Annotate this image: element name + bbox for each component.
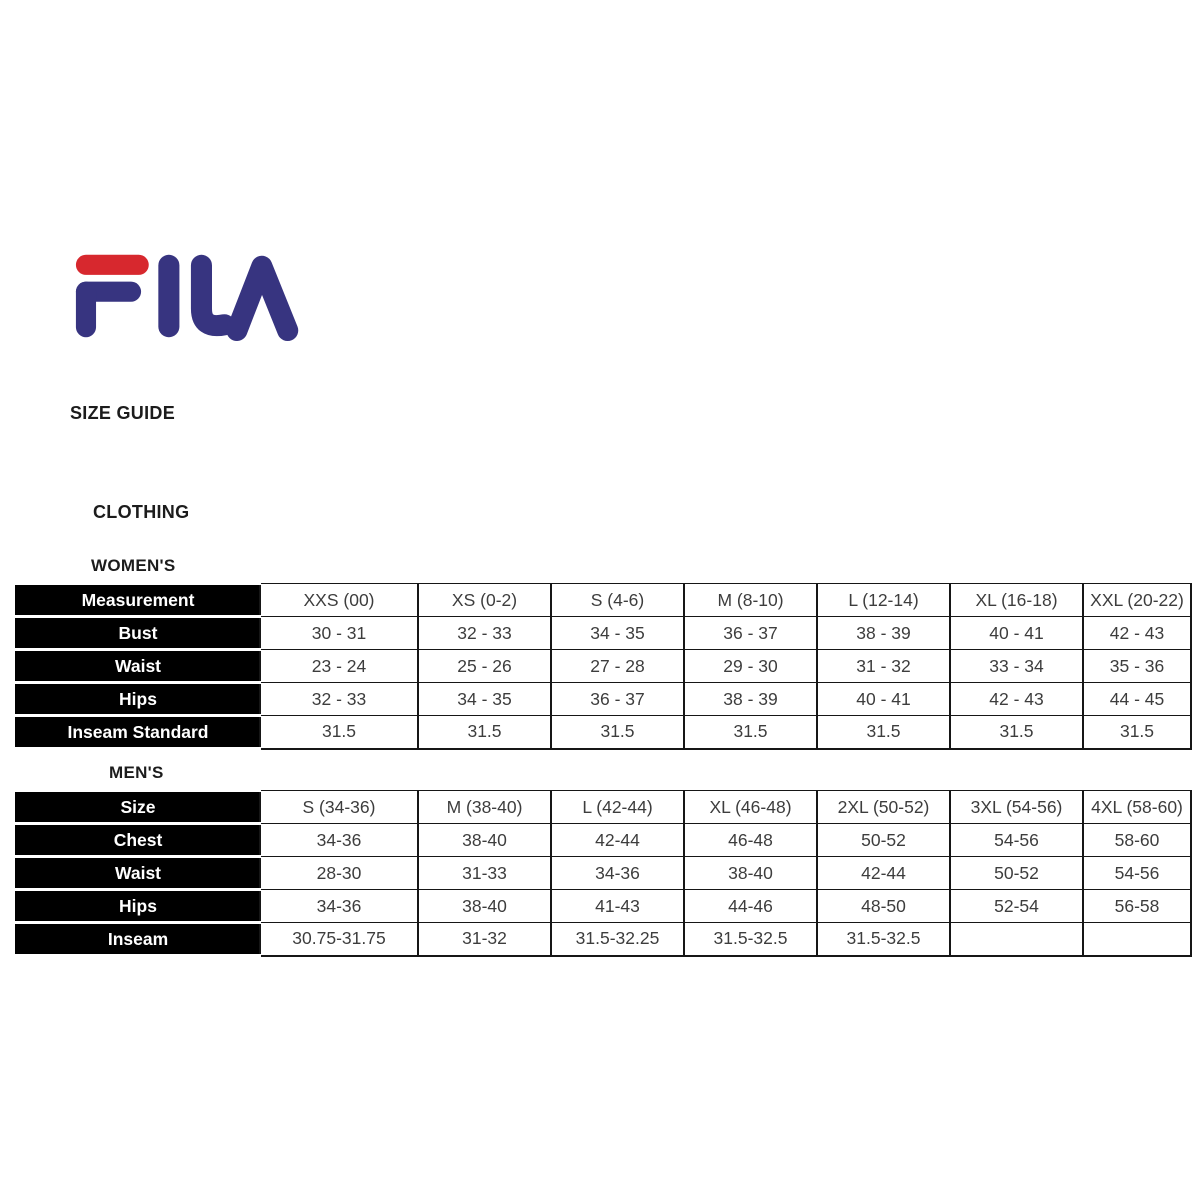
table-header-row	[16, 584, 1191, 617]
column-header-cell: 4XL (58-60)	[1083, 791, 1191, 824]
value-cell: 58-60	[1083, 824, 1191, 857]
value-cell: 54-56	[950, 824, 1083, 857]
table-corner-label: Size	[16, 791, 260, 824]
fila-l	[201, 265, 224, 325]
value-cell: 31.5	[817, 716, 950, 749]
table-header-row	[16, 791, 1191, 824]
value-cell: 34-36	[551, 857, 684, 890]
row-label: Waist	[16, 650, 260, 683]
column-header-cell: 2XL (50-52)	[817, 791, 950, 824]
table-row	[16, 857, 1191, 890]
value-cell	[950, 923, 1083, 956]
value-cell: 31.5	[551, 716, 684, 749]
value-cell: 25 - 26	[418, 650, 551, 683]
value-cell: 30.75-31.75	[260, 923, 418, 956]
column-header-cell: XL (46-48)	[684, 791, 817, 824]
value-cell: 27 - 28	[551, 650, 684, 683]
value-cell: 34 - 35	[551, 617, 684, 650]
mens-section-heading: MEN'S	[109, 763, 164, 782]
row-label: Bust	[16, 617, 260, 650]
value-cell: 31.5	[684, 716, 817, 749]
value-cell: 38 - 39	[817, 617, 950, 650]
page-title: SIZE GUIDE	[70, 403, 176, 423]
row-label: Waist	[16, 857, 260, 890]
value-cell: 52-54	[950, 890, 1083, 923]
value-cell: 34-36	[260, 890, 418, 923]
fila-a	[237, 266, 288, 330]
fila-logo	[70, 250, 308, 342]
value-cell: 38-40	[684, 857, 817, 890]
value-cell: 32 - 33	[260, 683, 418, 716]
value-cell: 42 - 43	[1083, 617, 1191, 650]
value-cell: 44 - 45	[1083, 683, 1191, 716]
row-label: Inseam	[16, 923, 260, 956]
value-cell: 31.5	[1083, 716, 1191, 749]
column-header-cell: S (34-36)	[260, 791, 418, 824]
value-cell: 42-44	[551, 824, 684, 857]
column-header-cell: M (8-10)	[684, 584, 817, 617]
value-cell: 31.5	[260, 716, 418, 749]
mens-size-table	[15, 789, 1192, 957]
value-cell: 40 - 41	[950, 617, 1083, 650]
column-header-cell: L (12-14)	[817, 584, 950, 617]
value-cell: 54-56	[1083, 857, 1191, 890]
value-cell: 33 - 34	[950, 650, 1083, 683]
row-label: Chest	[16, 824, 260, 857]
value-cell: 42-44	[817, 857, 950, 890]
section-heading-clothing: CLOTHING	[93, 502, 190, 522]
column-header-cell: XXL (20-22)	[1083, 584, 1191, 617]
value-cell: 31.5-32.5	[817, 923, 950, 956]
value-cell: 31.5-32.25	[551, 923, 684, 956]
table-row	[16, 923, 1191, 956]
value-cell: 29 - 30	[684, 650, 817, 683]
value-cell: 46-48	[684, 824, 817, 857]
value-cell: 36 - 37	[684, 617, 817, 650]
column-header-cell: XL (16-18)	[950, 584, 1083, 617]
womens-section-heading: WOMEN'S	[91, 556, 176, 575]
value-cell: 31.5-32.5	[684, 923, 817, 956]
table-row	[16, 683, 1191, 716]
value-cell: 40 - 41	[817, 683, 950, 716]
column-header-cell: XS (0-2)	[418, 584, 551, 617]
value-cell: 34 - 35	[418, 683, 551, 716]
value-cell: 28-30	[260, 857, 418, 890]
table-row	[16, 617, 1191, 650]
value-cell: 31.5	[418, 716, 551, 749]
column-header-cell: L (42-44)	[551, 791, 684, 824]
fila-i	[158, 255, 179, 337]
table-row	[16, 824, 1191, 857]
table-row	[16, 716, 1191, 749]
row-label: Hips	[16, 890, 260, 923]
value-cell: 31.5	[950, 716, 1083, 749]
fila-f-red-bar	[76, 255, 149, 275]
value-cell: 36 - 37	[551, 683, 684, 716]
value-cell: 44-46	[684, 890, 817, 923]
value-cell: 38-40	[418, 890, 551, 923]
table-row	[16, 650, 1191, 683]
column-header-cell: XXS (00)	[260, 584, 418, 617]
value-cell: 32 - 33	[418, 617, 551, 650]
value-cell: 31-33	[418, 857, 551, 890]
value-cell: 56-58	[1083, 890, 1191, 923]
column-header-cell: M (38-40)	[418, 791, 551, 824]
fila-f-stem	[76, 282, 96, 338]
value-cell: 31-32	[418, 923, 551, 956]
column-header-cell: S (4-6)	[551, 584, 684, 617]
value-cell: 23 - 24	[260, 650, 418, 683]
column-header-cell: 3XL (54-56)	[950, 791, 1083, 824]
table-corner-label: Measurement	[16, 584, 260, 617]
value-cell: 34-36	[260, 824, 418, 857]
row-label: Inseam Standard	[16, 716, 260, 749]
value-cell: 41-43	[551, 890, 684, 923]
value-cell: 42 - 43	[950, 683, 1083, 716]
value-cell: 38-40	[418, 824, 551, 857]
value-cell: 50-52	[950, 857, 1083, 890]
table-row	[16, 890, 1191, 923]
value-cell: 31 - 32	[817, 650, 950, 683]
value-cell: 50-52	[817, 824, 950, 857]
value-cell: 30 - 31	[260, 617, 418, 650]
womens-size-table	[15, 582, 1192, 750]
row-label: Hips	[16, 683, 260, 716]
value-cell: 48-50	[817, 890, 950, 923]
value-cell	[1083, 923, 1191, 956]
value-cell: 35 - 36	[1083, 650, 1191, 683]
value-cell: 38 - 39	[684, 683, 817, 716]
